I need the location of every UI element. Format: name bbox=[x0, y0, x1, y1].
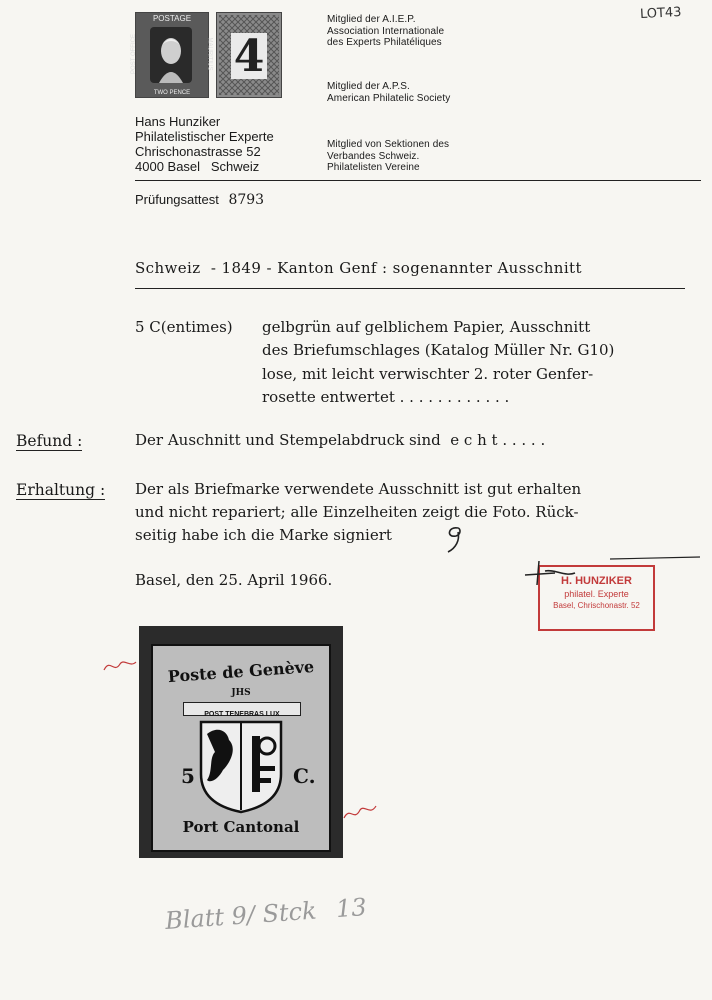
expert-address: Hans Hunziker Philatelistischer Experte Chrischonastrasse 52 4000 Basel Schweiz bbox=[135, 114, 274, 174]
stamp-numeral: 4 bbox=[233, 31, 265, 82]
stamp-side-right: MAURITIUS bbox=[206, 37, 213, 71]
pencil-note: Blatt 9/ Stck 13 bbox=[164, 892, 368, 936]
red-pencil-mark-left bbox=[102, 654, 138, 678]
header-divider bbox=[135, 180, 701, 181]
geneva-value-left: 5 bbox=[181, 764, 195, 788]
erhaltung-line-2: und nicht repariert; alle Einzelheiten zeigt die Foto. Rück- bbox=[135, 503, 579, 521]
expert-hand-stamp: H. HUNZIKER philatel. Experte Basel, Chrischonastr. 52 bbox=[538, 565, 655, 631]
membership-aiep: Mitglied der A.I.E.P. Association Internationale des Experts Philatéliques bbox=[327, 14, 445, 48]
erhaltung-label: Erhaltung : bbox=[16, 481, 106, 499]
title-underline bbox=[135, 288, 685, 289]
geneva-jhs: JHS bbox=[231, 688, 251, 698]
befund-text: Der Auschnitt und Stempelabdruck sind e c h t . . . . . bbox=[135, 431, 546, 449]
membership-svpv: Mitglied von Sektionen des Verbandes Schweiz. Philatelisten Vereine bbox=[327, 139, 450, 173]
erhaltung-line-3: seitig habe ich die Marke signiert bbox=[135, 526, 392, 544]
stamp-side-left: POST OFFICE bbox=[130, 34, 137, 74]
description-line-4: rosette entwertet . . . . . . . . . . . . bbox=[262, 388, 510, 406]
stamp-top-text: POSTAGE bbox=[152, 14, 192, 23]
description-line-1: gelbgrün auf gelblichem Papier, Ausschnitt bbox=[262, 318, 591, 336]
red-pencil-mark-right bbox=[340, 800, 380, 826]
geneva-motto-ribbon: POST TENEBRAS LUX bbox=[183, 702, 301, 716]
date-line: Basel, den 25. April 1966. bbox=[135, 571, 333, 589]
certificate-title: Schweiz - 1849 - Kanton Genf : sogenannter Ausschnitt bbox=[135, 259, 582, 277]
geneva-value-right: C. bbox=[293, 764, 316, 788]
mauritius-stamp-image bbox=[130, 12, 213, 98]
description-line-3: lose, mit leicht verwischter 2. roter Genfer- bbox=[262, 365, 594, 383]
numeral-stamp-image bbox=[216, 12, 282, 98]
geneva-top-text: Poste de Genève bbox=[167, 656, 315, 687]
denomination: 5 C(entimes) bbox=[135, 318, 233, 336]
lot-number: LOT43 bbox=[639, 4, 682, 23]
description-line-2: des Briefumschlages (Katalog Müller Nr. G10) bbox=[262, 341, 615, 359]
erhaltung-line-1: Der als Briefmarke verwendete Ausschnitt ist gut erhalten bbox=[135, 480, 582, 498]
geneva-coat-of-arms bbox=[197, 718, 285, 814]
queen-portrait bbox=[150, 27, 192, 83]
certificate-number: Prüfungsattest 8793 bbox=[135, 192, 265, 208]
expert-signature bbox=[515, 555, 705, 605]
geneva-bottom-text: Port Cantonal bbox=[182, 818, 300, 836]
stamp-bottom-text: TWO PENCE bbox=[153, 90, 191, 96]
membership-aps: Mitglied der A.P.S. American Philatelic Society bbox=[327, 81, 451, 104]
initial-signature bbox=[440, 522, 470, 556]
befund-label: Befund : bbox=[16, 432, 83, 450]
geneva-stamp-photo bbox=[139, 626, 343, 858]
